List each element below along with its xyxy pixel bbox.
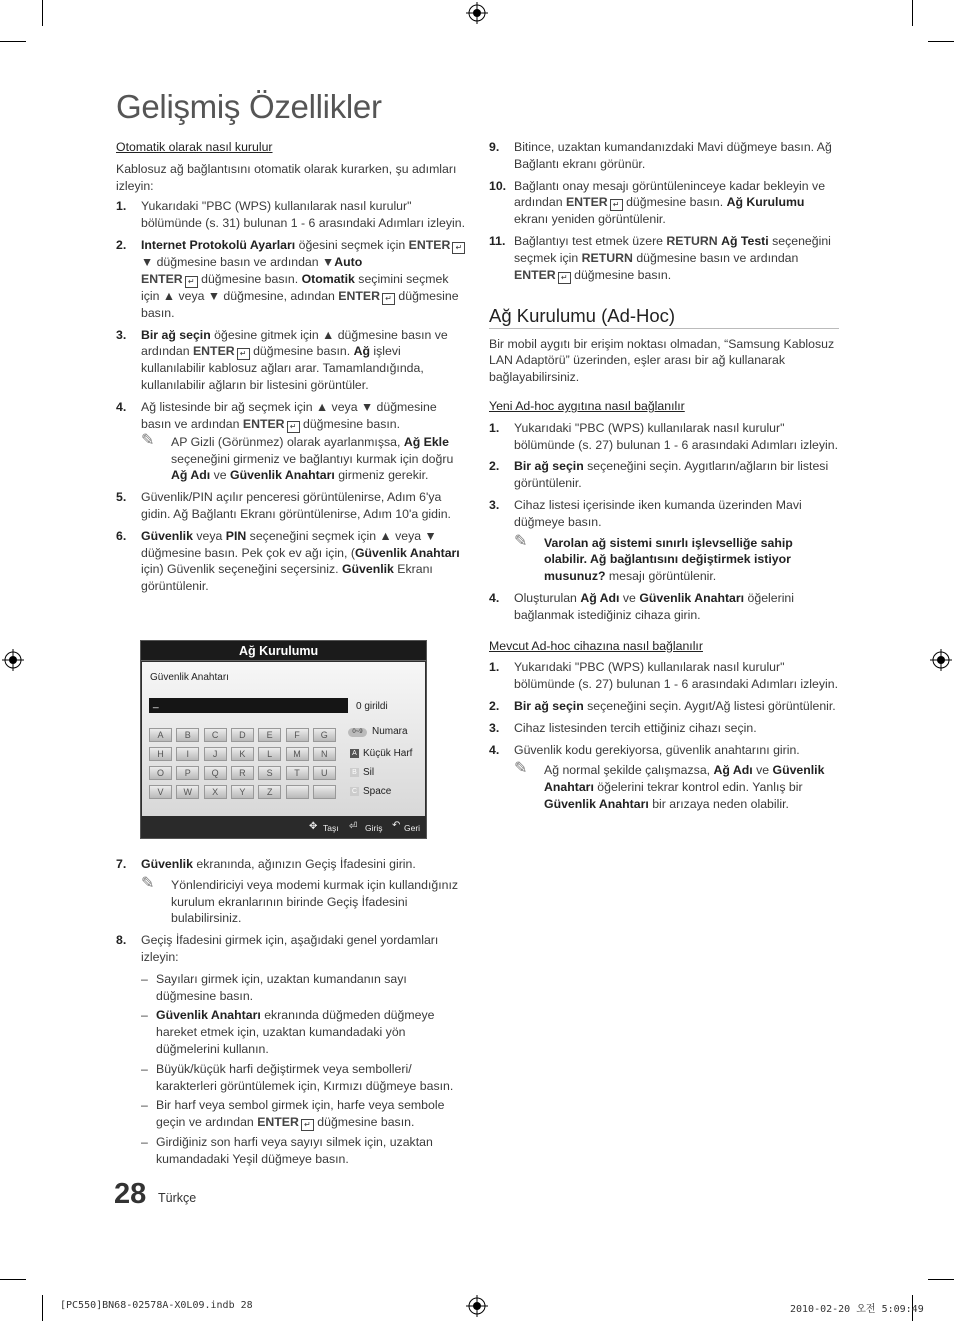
text: seçeneğini girmeniz ve bağlantıyı kurmak için doğru — [171, 451, 454, 466]
note — [141, 874, 466, 927]
bold-term: Güvenlik Anahtarı — [544, 763, 825, 795]
step-number: 1. — [489, 660, 500, 675]
osd-body — [142, 662, 425, 816]
list-item — [116, 528, 466, 595]
bold-term: Güvenlik Anahtarı — [230, 468, 335, 483]
option-lowercase[interactable]: Küçük Harf — [363, 748, 413, 759]
text: Bir harf veya sembol girmek için, harfe veya sembole geçin ve ardından — [156, 1098, 445, 1130]
enter-icon: ↵ — [185, 276, 198, 288]
step-number: 11. — [489, 234, 506, 249]
dash-item: – Güvenlik Anahtarı ekranında düğmeden düğmeye hareket etmek için, uzaktan kumandadaki yön düğmelerini kullanın. — [141, 1008, 435, 1056]
section-heading: Otomatik olarak nasıl kurulur — [116, 140, 273, 154]
list-item — [489, 233, 839, 284]
keyboard-key[interactable]: O — [149, 766, 172, 780]
right-column — [489, 139, 839, 813]
keyboard-key[interactable] — [286, 785, 309, 799]
enter-key-label: ENTER — [514, 267, 556, 282]
option-number[interactable]: Numara — [372, 726, 408, 737]
bold-term: Otomatik — [301, 271, 355, 286]
enter-key-label: ENTER — [242, 416, 285, 431]
dash-item: – Sayıları girmek için, uzaktan kumandanın sayı düğmesine basın. — [141, 971, 407, 1003]
keyboard-key[interactable]: N — [313, 747, 336, 761]
page-number: 28 — [114, 1178, 147, 1210]
foot-enter: Giriş — [365, 823, 383, 833]
pencil-note-icon: ✎ — [514, 760, 528, 778]
registration-mark-icon — [466, 2, 488, 24]
text: düğmesine basın. — [313, 1115, 415, 1130]
list-item — [116, 237, 466, 322]
text: için) Güvenlik seçeneğini seçersiniz. — [141, 562, 342, 577]
bold-term: Bir ağ seçin — [514, 698, 584, 713]
enter-key-label: ENTER — [338, 288, 380, 303]
list-item — [116, 489, 466, 523]
bold-term: Varolan ağ sistemi sınırlı işlevselliğe sahip olabilir. Ağ bağlantısını değiştirmek istiyor musunuz? — [544, 535, 793, 584]
step-number: 9. — [489, 140, 500, 154]
network-setup-osd-panel — [140, 640, 427, 839]
list-item — [489, 590, 839, 624]
bold-term: Güvenlik — [141, 857, 193, 871]
crop-mark — [42, 1295, 43, 1321]
enter-key-label: ENTER — [257, 1115, 299, 1130]
crop-mark — [928, 1279, 954, 1280]
text: veya — [192, 528, 226, 543]
osd-title: Ağ Kurulumu — [141, 641, 426, 661]
step-text: Güvenlik/PIN açılır penceresi görüntülenirse, Adım 6'ya gidin. Ağ Bağlantı Ekranı görüntülenirse, Adım 10'a gidin. — [141, 490, 451, 521]
step-text: Yukarıdaki "PBC (WPS) kullanılarak nasıl kurulur" bölümünde (s. 27) bulunan 1 - 6 arasındaki Adımları izleyin. — [514, 660, 838, 692]
keyboard-key[interactable]: E — [258, 728, 281, 742]
keyboard-key[interactable]: C — [204, 728, 227, 742]
pencil-note-icon: ✎ — [514, 532, 528, 550]
move-arrows-icon: ✥ — [309, 821, 318, 832]
crop-mark — [0, 1279, 26, 1280]
security-key-input[interactable] — [149, 698, 348, 713]
text: girmeniz gerekir. — [334, 468, 429, 483]
step-number: 10. — [489, 178, 507, 193]
bold-term: Ağ Kurulumu — [726, 195, 805, 210]
list-item — [489, 742, 839, 813]
note — [514, 762, 839, 812]
bold-term: Güvenlik — [141, 528, 193, 543]
keyboard-key[interactable]: S — [258, 766, 281, 780]
bold-term: Güvenlik Anahtarı — [354, 545, 460, 560]
list-item — [489, 659, 839, 693]
keyboard-key[interactable]: Y — [231, 785, 254, 799]
text: Sayıları girmek için, uzaktan kumandanın sayı düğmesine basın. — [156, 971, 407, 1003]
list-item — [489, 698, 839, 715]
keyboard-key[interactable]: T — [286, 766, 309, 780]
text: ▼ düğmesine basın ve ardından ▼ — [141, 254, 335, 269]
step-number: 8. — [116, 933, 127, 948]
keyboard-key[interactable]: M — [286, 747, 309, 761]
text: ekranı yeniden görüntülenir. — [514, 212, 666, 227]
text: ve — [752, 763, 773, 778]
keyboard-key[interactable]: W — [176, 785, 199, 799]
crop-mark — [912, 0, 913, 26]
yellow-c-badge-icon: C — [351, 788, 358, 795]
list-item — [489, 497, 839, 585]
text: AP Gizli (Görünmez) olarak ayarlanmışsa, — [171, 434, 404, 449]
list-item — [116, 856, 466, 927]
dash-item: – Büyük/küçük harfi değiştirmek veya sembolleri/ karakterleri görüntülemek için, Kırmızı düğmeye basın. — [141, 1061, 454, 1093]
crop-mark — [0, 41, 26, 42]
enter-key-label: ENTER — [141, 271, 183, 286]
option-space[interactable]: Space — [363, 786, 392, 797]
green-b-badge-icon: B — [350, 768, 359, 777]
text: bir arızaya neden olabilir. — [648, 796, 789, 811]
bold-term: Güvenlik Anahtarı — [156, 1008, 261, 1023]
text: seçimini seçmek için ▲ veya ▼ düğmesine, adından — [141, 271, 449, 303]
text: seçeneğini seçin. Aygıtların/ağların bir listesi görüntülenir. — [514, 459, 829, 491]
text: öğesine gitmek için ▲ düğmesine basın ve ardından — [141, 327, 448, 359]
enter-icon: ↵ — [382, 293, 395, 305]
dash-item: – Girdiğiniz son harfi veya sayıyı silmek için, uzaktan kumandadaki Yeşil düğmeye basın. — [141, 1135, 433, 1166]
return-key-label: RETURN — [581, 250, 633, 265]
step-number: 3. — [116, 327, 127, 342]
bold-term: Güvenlik Anahtarı — [544, 796, 649, 811]
bold-term: Ağ Ekle — [403, 434, 449, 449]
step-text: Bitince, uzaktan kumandanızdaki Mavi düğmeye basın. Ağ Bağlantı ekranı görünür. — [514, 140, 832, 171]
enter-key-label: ENTER — [192, 344, 235, 359]
text: Ağ normal şekilde çalışmazsa, — [544, 763, 714, 778]
registration-mark-icon — [2, 649, 24, 671]
keyboard-key[interactable]: Q — [204, 766, 227, 780]
osd-footer — [141, 816, 426, 838]
enter-icon: ⏎ — [349, 821, 358, 832]
print-file-info: [PC550]BN68-02578A-X0L09.indb 28 — [60, 1300, 253, 1311]
note — [141, 431, 466, 484]
keyboard-key[interactable]: P — [176, 766, 199, 780]
text: ekranında, ağınızın Geçiş İfadesini girin. — [192, 857, 416, 871]
text: öğelerini tekrar kontrol edin. Yanlış bir — [593, 780, 803, 795]
text: seçeneğini seçin. Aygıt/Ağ listesi görüntülenir. — [583, 698, 836, 713]
keyboard-key[interactable]: F — [286, 728, 309, 742]
step-number: 1. — [116, 199, 127, 214]
step-number: 4. — [116, 399, 127, 414]
registration-mark-icon — [466, 1295, 488, 1317]
text: öğelerini bağlanmak istediğiniz cihaza girin. — [514, 590, 794, 622]
subsection-heading: Yeni Ad-hoc aygıtına nasıl bağlanılır — [489, 398, 685, 413]
list-item — [116, 327, 466, 394]
note — [514, 532, 839, 585]
page-language: Türkçe — [158, 1191, 197, 1205]
bold-term: Ağ Adı — [713, 763, 753, 778]
step-text: Yukarıdaki "PBC (WPS) kullanılarak nasıl kurulur" bölümünde (s. 27) bulunan 1 - 6 arasındaki Adımları izleyin. — [514, 420, 838, 452]
text: düğmesine basın. — [299, 416, 401, 431]
enter-icon: ↵ — [452, 242, 465, 254]
step-text: Geçiş İfadesini girmek için, aşağıdaki genel yordamları izleyin: — [141, 933, 439, 964]
text: Bağlantıyı test etmek üzere — [514, 234, 667, 249]
step-number: 6. — [116, 528, 127, 543]
list-item — [489, 420, 839, 454]
bold-term: Ağ Adı — [580, 590, 620, 605]
pencil-note-icon: ✎ — [141, 874, 155, 892]
foot-move: Taşı — [323, 823, 339, 833]
text: Ağ listesinde bir ağ seçmek için ▲ veya ▼ düğmesine basın ve ardından — [141, 399, 437, 431]
bold-term: Auto — [334, 254, 363, 269]
step-number: 2. — [116, 237, 127, 252]
text: düğmesine basın. — [141, 288, 459, 320]
list-item — [489, 458, 839, 492]
step-number: 4. — [489, 590, 500, 605]
return-key-label: RETURN — [666, 234, 718, 249]
text: ve — [619, 590, 640, 605]
input-value: _ — [153, 698, 159, 709]
osd-field-label: Güvenlik Anahtarı — [150, 672, 229, 683]
page-title: Gelişmiş Özellikler — [116, 88, 382, 125]
keyboard-key[interactable]: G — [313, 728, 336, 742]
left-column — [116, 139, 466, 595]
bold-term: Ağ Adı — [171, 468, 211, 483]
step-number: 2. — [489, 698, 500, 713]
section-title: Ağ Kurulumu (Ad-Hoc) — [489, 308, 839, 329]
text: düğmesine basın. — [622, 195, 727, 210]
step-text: Güvenlik kodu gerekiyorsa, güvenlik anahtarını girin. — [514, 742, 800, 757]
subsection-heading: Mevcut Ad-hoc cihazına nasıl bağlanılır — [489, 638, 703, 653]
step-text: Cihaz listesinden tercih ettiğiniz cihazı seçin. — [514, 720, 757, 735]
foot-back: Geri — [404, 823, 421, 833]
list-item — [116, 198, 466, 232]
enter-icon: ↵ — [610, 199, 623, 211]
keyboard-key[interactable]: Z — [258, 785, 281, 799]
list-item — [489, 178, 839, 229]
keyboard-key[interactable]: I — [176, 747, 199, 761]
keyboard-key[interactable]: B — [176, 728, 199, 742]
step-text: Yukarıdaki "PBC (WPS) kullanılarak nasıl kurulur" bölümünde (s. 31) bulunan 1 - 6 arasındaki Adımları izleyin. — [141, 199, 465, 231]
dash-item: – Bir harf veya sembol girmek için, harfe veya sembole geçin ve ardından ENTER ↵ düğmesine basın. — [141, 1098, 445, 1130]
entered-count: 0 girildi — [356, 701, 388, 712]
text: Oluşturulan — [514, 590, 581, 605]
bold-term: Ağ Testi — [721, 234, 769, 249]
list-item — [489, 720, 839, 737]
enter-icon: ↵ — [558, 272, 571, 284]
text: Girdiğiniz son harfi veya sayıyı silmek için, uzaktan kumandadaki Yeşil düğmeye basın. — [156, 1135, 433, 1166]
keyboard-key[interactable]: X — [204, 785, 227, 799]
return-icon: ↶ — [392, 820, 401, 831]
keyboard-key[interactable]: A — [149, 728, 172, 742]
list-item — [116, 932, 466, 1168]
step-number: 2. — [489, 459, 500, 474]
enter-key-label: ENTER — [408, 237, 451, 252]
step-number: 7. — [116, 857, 127, 871]
text: düğmesine basın. — [249, 344, 354, 359]
text: düğmesine basın. — [197, 271, 302, 286]
keyboard-key[interactable]: U — [313, 766, 336, 780]
step-number: 4. — [489, 742, 500, 757]
bold-term: Güvenlik Anahtarı — [639, 590, 745, 605]
text: ekranında düğmeden düğmeye hareket etmek için, uzaktan kumandadaki yön düğmelerini kullanın. — [156, 1008, 435, 1056]
text: Büyük/küçük harfi değiştirmek veya sembolleri/ karakterleri görüntülemek için, Kırmızı düğmeye basın. — [156, 1061, 454, 1093]
list-item — [116, 399, 466, 484]
pencil-note-icon: ✎ — [141, 431, 155, 449]
step-number: 3. — [489, 720, 500, 735]
list-item — [489, 139, 839, 173]
bold-term: Bir ağ seçin — [514, 459, 584, 474]
red-a-badge-icon: A — [350, 749, 359, 758]
print-date-info: 2010-02-20 오전 5:09:49 — [790, 1304, 924, 1315]
step-text: Cihaz listesi içerisinde iken kumanda üzerinden Mavi düğmeye basın. — [514, 497, 802, 529]
keyboard-key[interactable]: J — [204, 747, 227, 761]
step-number: 5. — [116, 490, 127, 505]
keyboard-key[interactable] — [313, 785, 336, 799]
text: işlevi kullanılabilir kablosuz ağları arar. Tamamlandığında, kullanılabilir ağların bir listesini görüntüler. — [141, 344, 424, 393]
enter-key-label: ENTER — [565, 195, 608, 210]
registration-mark-icon — [930, 649, 952, 671]
keyboard-key[interactable]: D — [231, 728, 254, 742]
keyboard-key[interactable]: H — [149, 747, 172, 761]
crop-mark — [928, 41, 954, 42]
text: Ekranı görüntülenir. — [141, 562, 433, 594]
bold-term: Güvenlik — [341, 562, 394, 577]
paragraph: Kablosuz ağ bağlantısını otomatik olarak kurarken, şu adımları izleyin: — [116, 161, 457, 193]
text: düğmesine basın. — [570, 267, 672, 282]
enter-icon: ↵ — [301, 1119, 314, 1131]
text: ve — [210, 468, 230, 483]
crop-mark — [42, 0, 43, 26]
bold-term: Bir ağ seçin — [141, 327, 211, 342]
keyboard-key[interactable]: R — [231, 766, 254, 780]
bold-term: Internet Protokolü Ayarları — [141, 237, 296, 252]
enter-icon: ↵ — [287, 421, 300, 433]
keyboard-key[interactable]: V — [149, 785, 172, 799]
bold-term: Ağ — [353, 344, 370, 359]
text: seçeneğini seçmek için ▲ veya ▼ düğmesine basın. Pek çok ev ağı için, ( — [141, 528, 437, 560]
paragraph: Bir mobil aygıtı bir erişim noktası olmadan, “Samsung Kablosuz LAN Adaptörü” üzerinden, eşler arası bir ağ kullanarak bağlayabilirsiniz. — [489, 336, 835, 385]
text: düğmesine basın ve ardından — [632, 250, 799, 265]
option-delete[interactable]: Sil — [363, 767, 375, 778]
text: Yönlendiriciyi veya modemi kurmak için kullandığınız kurulum ekranlarının birinde Geçiş İfadesini bulabilirsiniz. — [171, 877, 459, 926]
left-column-lower — [116, 856, 466, 1168]
step-number: 3. — [489, 497, 500, 512]
text: Bağlantı onay mesajı görüntüleninceye kadar bekleyin ve ardından — [514, 178, 826, 210]
keyboard-key[interactable]: K — [231, 747, 254, 761]
text: seçeneğini seçmek için — [514, 234, 831, 265]
keyboard-key[interactable]: L — [258, 747, 281, 761]
enter-icon: ↵ — [237, 348, 250, 360]
text: mesajı görüntülenir. — [605, 569, 717, 584]
bold-term: PIN — [225, 528, 247, 543]
step-number: 1. — [489, 420, 500, 435]
num-badge: 0~9 — [348, 728, 367, 737]
text: öğesini seçmek için — [295, 237, 409, 252]
